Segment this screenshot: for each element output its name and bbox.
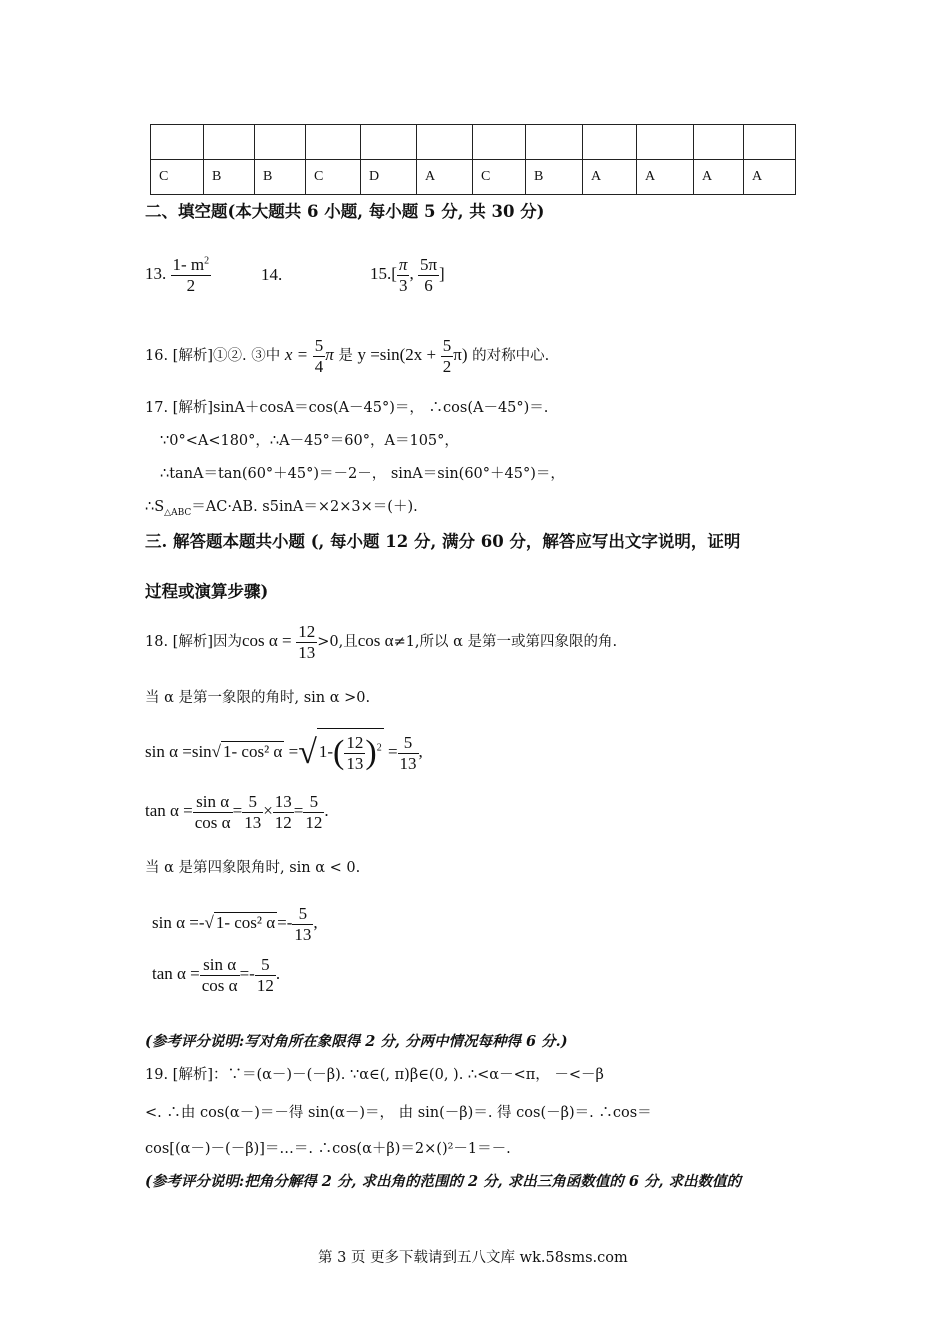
table-cell — [306, 125, 361, 160]
q18-l7-b: =- — [239, 963, 255, 983]
table-cell — [255, 125, 306, 160]
page-footer: 第 3 页 更多下载请到五八文库 wk.58sms.com — [318, 1250, 628, 1266]
q18-l3-rad2-a: 1- — [318, 741, 334, 761]
q18-l7-f-den: cos α — [201, 975, 238, 995]
q18-l3-frac-num: 12 — [346, 733, 364, 752]
q18-line2: 当 α 是第一象限的角时, sin α >0. — [145, 690, 371, 706]
q13-den: 2 — [186, 275, 196, 295]
section3-heading-1: 三. 解答题本题共小题 (, 每小题 12 分, 满分 60 分，解答应写出文字说明，证明 — [145, 532, 741, 551]
q18-l1-suffix: ≠1,所以 α 是第一或第四象限的角. — [393, 634, 618, 651]
q18-l3-res-num: 5 — [398, 733, 419, 754]
q18-l4-a: tan α = — [145, 800, 193, 820]
q18-l3-exp: 2 — [376, 742, 382, 754]
q16-y-eq: y =sin(2x + — [357, 345, 437, 365]
q16-x-eq: x = — [284, 345, 309, 365]
table-row — [151, 125, 796, 160]
table-cell: B — [255, 160, 306, 195]
q18-l4-f2-den: 13 — [244, 812, 262, 832]
table-cell — [151, 125, 204, 160]
q16-mid: 是 — [338, 348, 353, 365]
q15-comma: , — [409, 263, 414, 283]
q18-l7-a: tan α = — [152, 963, 200, 983]
q18-l6-end: , — [313, 912, 318, 932]
q18-l4-f2-num: 5 — [242, 792, 263, 813]
answer-table — [150, 124, 796, 195]
q18-l6-rad: 1- cos² α — [215, 912, 276, 932]
q18-l3-c: = — [387, 741, 398, 761]
q18-l3-rad: 1- cos² α — [223, 741, 283, 761]
table-cell: D — [361, 160, 417, 195]
q18-l3-a: sin α =sin — [145, 741, 212, 761]
q18-cos-a: cos α = — [241, 631, 292, 651]
q15-a-num: π — [398, 255, 408, 274]
q18-l6-b: =- — [277, 912, 293, 932]
table-cell: A — [417, 160, 473, 195]
q15-b-den: 6 — [424, 275, 433, 295]
q15-close: ] — [439, 263, 445, 283]
table-cell: C — [151, 160, 204, 195]
q18-line5: 当 α 是第四象限角时, sin α < 0. — [145, 860, 361, 876]
q13-label: 13. — [145, 263, 167, 283]
q18-l4-f3-num: 13 — [274, 792, 292, 811]
q18-l6-den: 13 — [294, 924, 312, 944]
q18-l4-eq2: = — [293, 800, 304, 820]
table-cell: C — [473, 160, 526, 195]
q15-b-num: 5π — [419, 255, 438, 274]
q18-f-num: 12 — [298, 622, 316, 641]
table-cell — [694, 125, 744, 160]
q15-a-den: 3 — [398, 275, 408, 295]
q15-label: 15.[ — [370, 263, 397, 283]
q16-pi: π — [325, 345, 334, 365]
q19-line2: <. ∴由 cos(α－)＝－得 sin(α－)＝， 由 sin(－β)＝. 得 cos(－β)＝. ∴cos＝ — [145, 1105, 652, 1121]
q17-line4-a: ∴S — [145, 499, 165, 515]
q13-sup: 2 — [204, 255, 210, 267]
q17-line2: ∵0°<A<180°，∴A－45°＝60°，A＝105°， — [160, 433, 459, 449]
question-16 — [145, 336, 549, 376]
q16-g-num: 5 — [442, 336, 452, 355]
q17-line1: 17. [解析]sinA＋cosA＝cos(A－45°)＝， ∴cos(A－45°)＝. — [145, 400, 549, 416]
q18-line4 — [145, 792, 329, 832]
q17-line4-b: ＝AC·AB. s5inA＝×2×3×＝(＋). — [191, 499, 418, 515]
q18-l3-frac-den: 13 — [346, 753, 364, 773]
q16-suffix: 的对称中心. — [472, 348, 550, 365]
q18-l4-f4-den: 12 — [305, 812, 323, 832]
question-15 — [370, 255, 445, 295]
q18-l4-eq1: = — [232, 800, 243, 820]
q18-line7 — [152, 955, 280, 995]
q18-line6: sin α =-√ 1- cos² α =- $\frac{5}{13}$ , — [152, 904, 318, 944]
q17-line4 — [145, 495, 418, 518]
q16-f-den: 4 — [314, 356, 324, 376]
section2-heading: 二、填空题(本大题共 6 小题, 每小题 5 分, 共 30 分) — [145, 202, 545, 221]
scoring-note-2: (参考评分说明:把角分解得 2 分, 求出角的范围的 2 分, 求出三角函数值的 6 分, 求出数值的 — [145, 1173, 742, 1190]
table-cell: A — [694, 160, 744, 195]
q18-l1-gt: >0,且 — [317, 634, 358, 651]
q18-line1 — [145, 622, 617, 662]
q18-l4-f1-num: sin α — [193, 792, 233, 813]
q16-f-num: 5 — [314, 336, 324, 355]
q18-l6-a: sin α =- — [152, 912, 205, 932]
q18-cos-a2: cos α — [357, 631, 394, 651]
table-cell: B — [204, 160, 255, 195]
q16-prefix: 16. [解析]①②. ③中 — [145, 348, 281, 365]
q13-num: 1- m — [172, 255, 205, 274]
table-cell: A — [744, 160, 796, 195]
q18-l4-times: × — [263, 800, 273, 820]
q18-l4-end: . — [324, 800, 329, 820]
table-cell — [637, 125, 694, 160]
q18-l7-end: . — [275, 963, 281, 983]
q18-l7-num: 5 — [255, 955, 276, 976]
table-cell — [204, 125, 255, 160]
q17-line4-sub: △ABC — [164, 507, 192, 518]
q16-pi-close: π) — [453, 345, 468, 365]
table-cell — [526, 125, 583, 160]
q18-l4-f1-den: cos α — [194, 812, 231, 832]
table-cell — [583, 125, 637, 160]
q18-l1-prefix: 18. [解析]因为 — [145, 634, 242, 651]
table-cell — [744, 125, 796, 160]
q19-line3: cos[(α－)－(－β)]＝…＝. ∴cos(α＋β)＝2×()²－1＝－. — [145, 1141, 511, 1157]
q16-g-den: 2 — [442, 356, 452, 376]
question-13 — [145, 255, 211, 295]
table-row — [151, 160, 796, 195]
q18-l4-f4-num: 5 — [303, 792, 324, 813]
table-cell — [361, 125, 417, 160]
q14-label: 14. — [261, 265, 283, 284]
table-cell — [473, 125, 526, 160]
q17-line3: ∴tanA＝tan(60°＋45°)＝－2－， sinA＝sin(60°＋45°)＝， — [160, 466, 565, 482]
q18-l3-res-den: 13 — [399, 753, 417, 773]
scoring-note-1: (参考评分说明:写对角所在象限得 2 分, 分两中情况每种得 6 分.) — [145, 1033, 568, 1050]
table-cell: B — [526, 160, 583, 195]
q18-f-den: 13 — [298, 642, 316, 662]
q18-line3: sin α =sin√ 1- cos² α =√ 1-( $\frac{12}{13}$ )$^2$ = $\frac{5}{13}$ , — [145, 728, 423, 773]
q18-l7-f-num: sin α — [200, 955, 240, 976]
q18-l7-den: 12 — [256, 975, 274, 995]
table-cell — [417, 125, 473, 160]
q18-l3-end: , — [418, 741, 423, 761]
section3-heading-2: 过程或演算步骤) — [145, 582, 269, 601]
q18-l6-num: 5 — [292, 904, 313, 925]
table-cell: A — [637, 160, 694, 195]
q18-l4-f3-den: 12 — [274, 812, 292, 832]
table-cell: C — [306, 160, 361, 195]
q19-line1: 19. [解析]：∵＝(α－)－(－β). ∵α∈(, π)β∈(0, ). ∴<α－<π， －<－β — [145, 1067, 604, 1083]
table-cell: A — [583, 160, 637, 195]
q13-fraction — [171, 255, 212, 295]
q18-l3-b: = — [288, 741, 299, 761]
